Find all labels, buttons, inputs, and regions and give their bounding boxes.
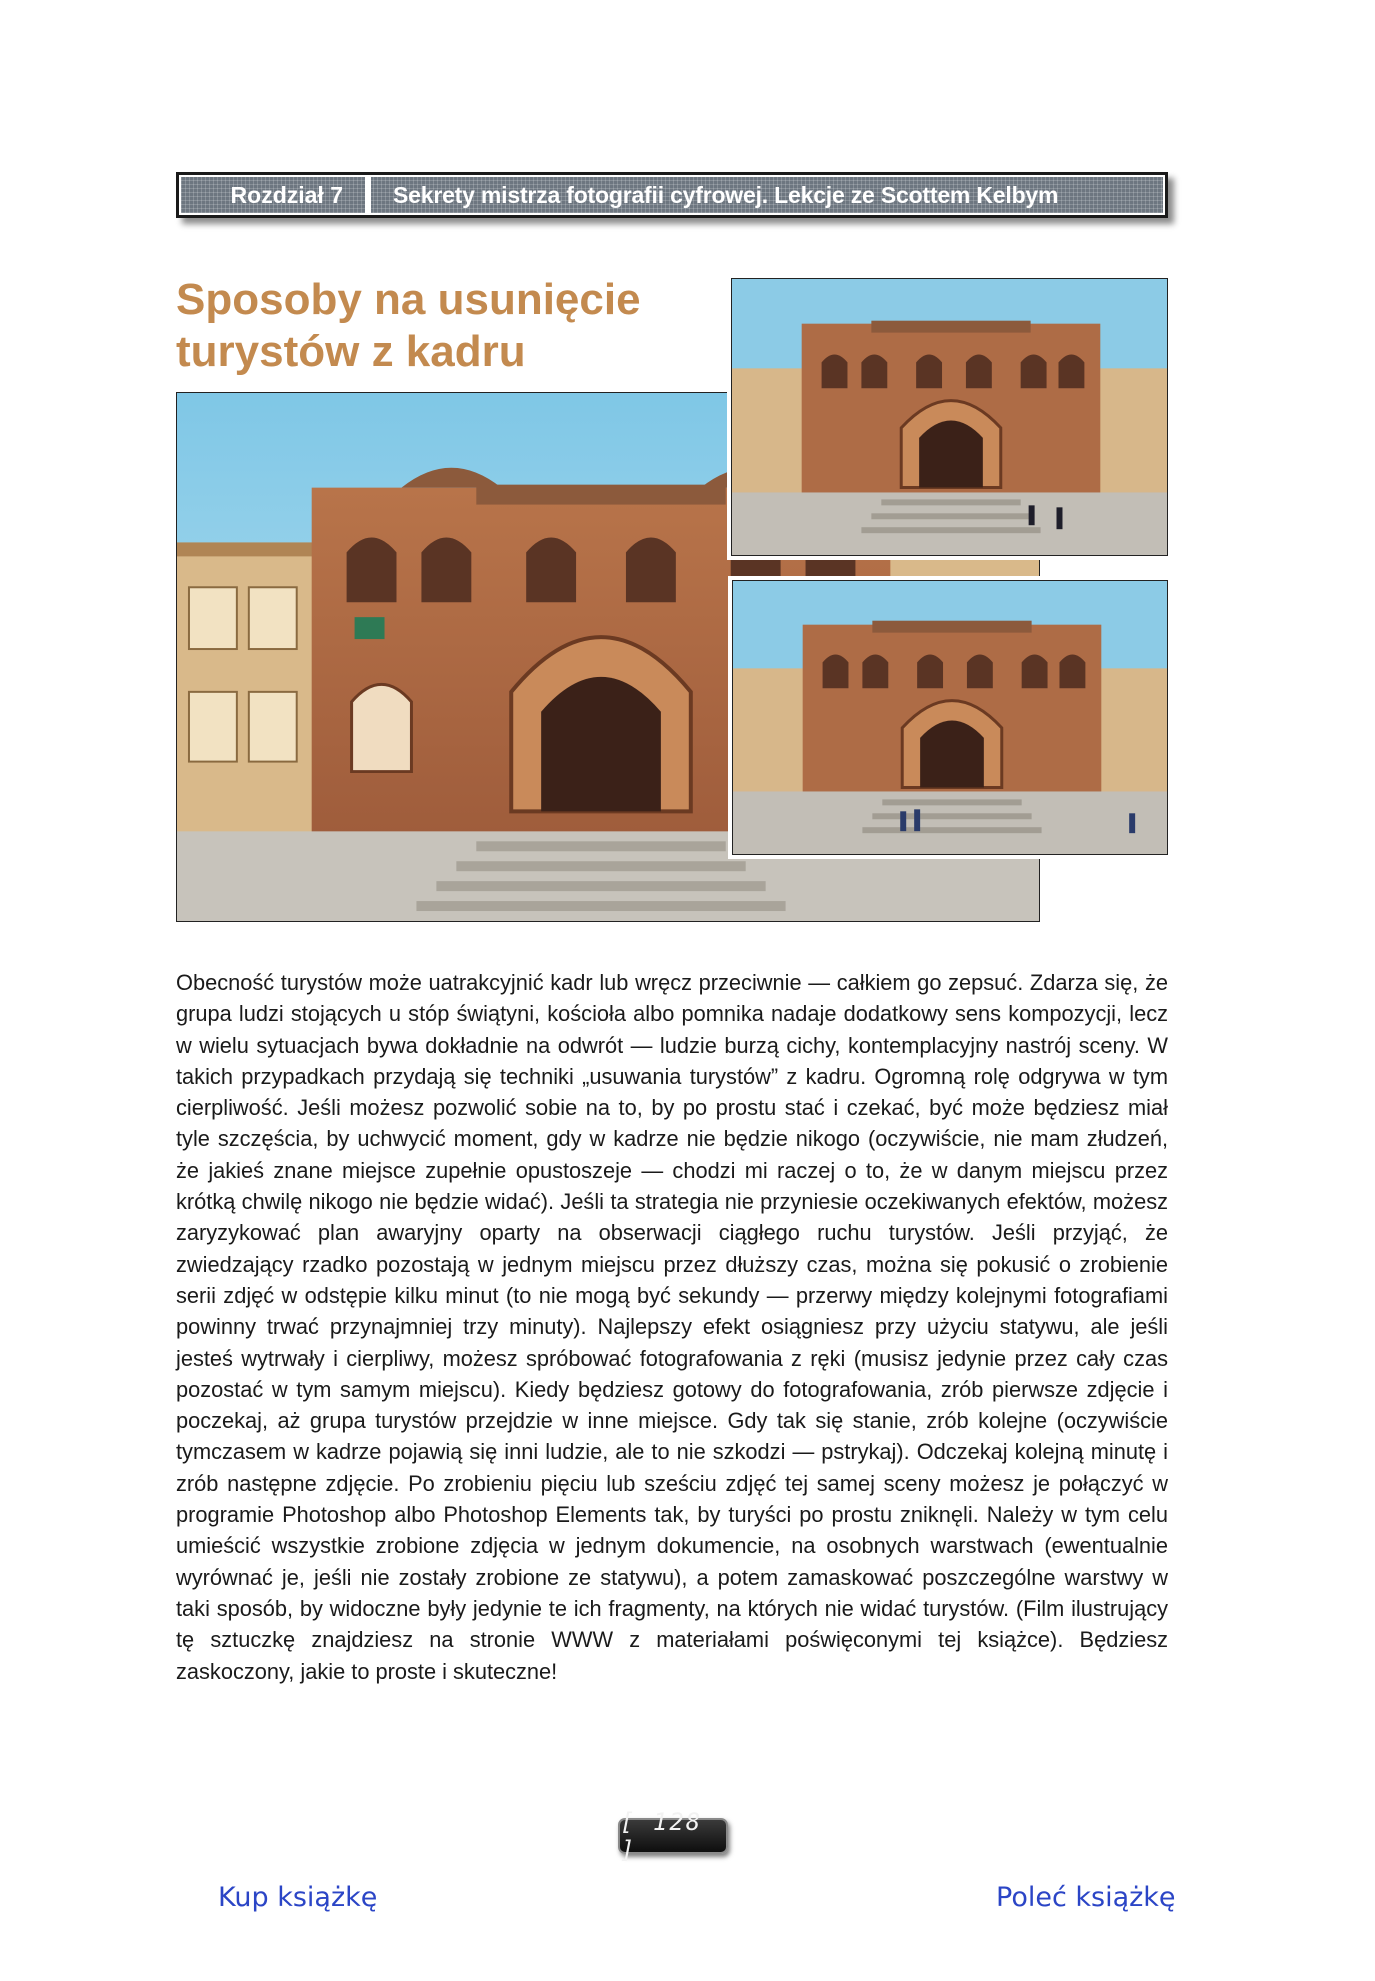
header-divider bbox=[365, 177, 371, 213]
buy-book-link[interactable]: Kup książkę bbox=[218, 1882, 378, 1913]
page-number-badge: [ 128 ] bbox=[618, 1818, 728, 1854]
section-title-line1: Sposoby na usunięcie bbox=[176, 275, 641, 324]
section-title-line2: turystów z kadru bbox=[176, 327, 526, 376]
section-title bbox=[176, 274, 736, 378]
header-background bbox=[181, 177, 1163, 213]
recommend-book-link[interactable]: Poleć książkę bbox=[996, 1882, 1176, 1913]
palace-illustration-small-1 bbox=[732, 279, 1167, 555]
book-title: Sekrety mistrza fotografii cyfrowej. Lekcje ze Scottem Kelbym bbox=[393, 181, 1059, 208]
chapter-header-bar bbox=[176, 172, 1168, 218]
chapter-label: Rozdział 7 bbox=[230, 181, 343, 208]
palace-gate-tourists-photo-2 bbox=[732, 580, 1168, 855]
palace-gate-tourists-photo-1 bbox=[731, 278, 1168, 556]
palace-illustration-small-2 bbox=[733, 581, 1167, 854]
article-body-text: Obecność turystów może uatrakcyjnić kadr lub wręcz przeciwnie — całkiem go zepsuć. Zdarza się, że grupa ludzi stojących u stóp świątyni, kościoła albo pomnika nadaje dodatkowy sens kompozycji, lecz w wielu sytuacjach bywa dokładnie na odwrót — ludzie burzą cichy, kontemplacyjny nastrój sceny. W takich przypadkach przydają się techniki „usuwania turystów” z kadru. Ogromną rolę odgrywa w tym cierpliwość. Jeśli możesz pozwolić sobie na to, by po prostu stać i czekać, być może będziesz miał tyle szczęścia, by uchwycić moment, gdy w kadrze nie będzie nikogo (oczywiście, nie mam złudzeń, że jakieś znane miejsce zupełnie opustoszeje — chodzi mi raczej o to, że w danym miejscu przez krótką chwilę nikogo nie będzie widać). Jeśli ta strategia nie przyniesie oczekiwanych efektów, możesz zaryzykować plan awaryjny oparty na obserwacji ciągłego ruchu turystów. Jeśli przyjąć, że zwiedzający rzadko pozostają w jednym miejscu przez dłuższy czas, można się pokusić o zrobienie serii zdjęć w odstępie kilku minut (to nie mogą być sekundy — przerwy między kolejnymi fotografiami powinny trwać przynajmniej trzy minuty). Najlepszy efekt osiągniesz przy użyciu statywu, ale jeśli jesteś wytrwały i cierpliwy, możesz spróbować fotografowania z ręki (musisz jedynie przez cały czas pozostać w tym samym miejscu). Kiedy będziesz gotowy do fotografowania, zrób pierwsze zdjęcie i poczekaj, aż grupa turystów przejdzie w inne miejsce. Gdy tak się stanie, zrób kolejne (oczywiście tymczasem w kadrze pojawią się inni ludzie, ale to nie szkodzi — pstrykaj). Odczekaj kolejną minutę i zrób następne zdjęcie. Po zrobieniu pięciu lub sześciu zdjęć tej samej sceny możesz je połączyć w programie Photoshop albo Photoshop Elements tak, by turyści po prostu zniknęli. Należy w tym celu umieścić wszystkie zrobione zdjęcia w jednym dokumencie, na osobnych warstwach (ewentualnie wyrównać je, jeśli nie zostały zrobione ze statywu), a potem zamaskować poszczególne warstwy w taki sposób, by widoczne były jedynie te ich fragmenty, na których nie widać turystów. (Film ilustrujący tę sztuczkę znajdziesz na stronie WWW z materiałami poświęconymi tej książce). Będziesz zaskoczony, jakie to proste i skuteczne! bbox=[176, 970, 1168, 1684]
